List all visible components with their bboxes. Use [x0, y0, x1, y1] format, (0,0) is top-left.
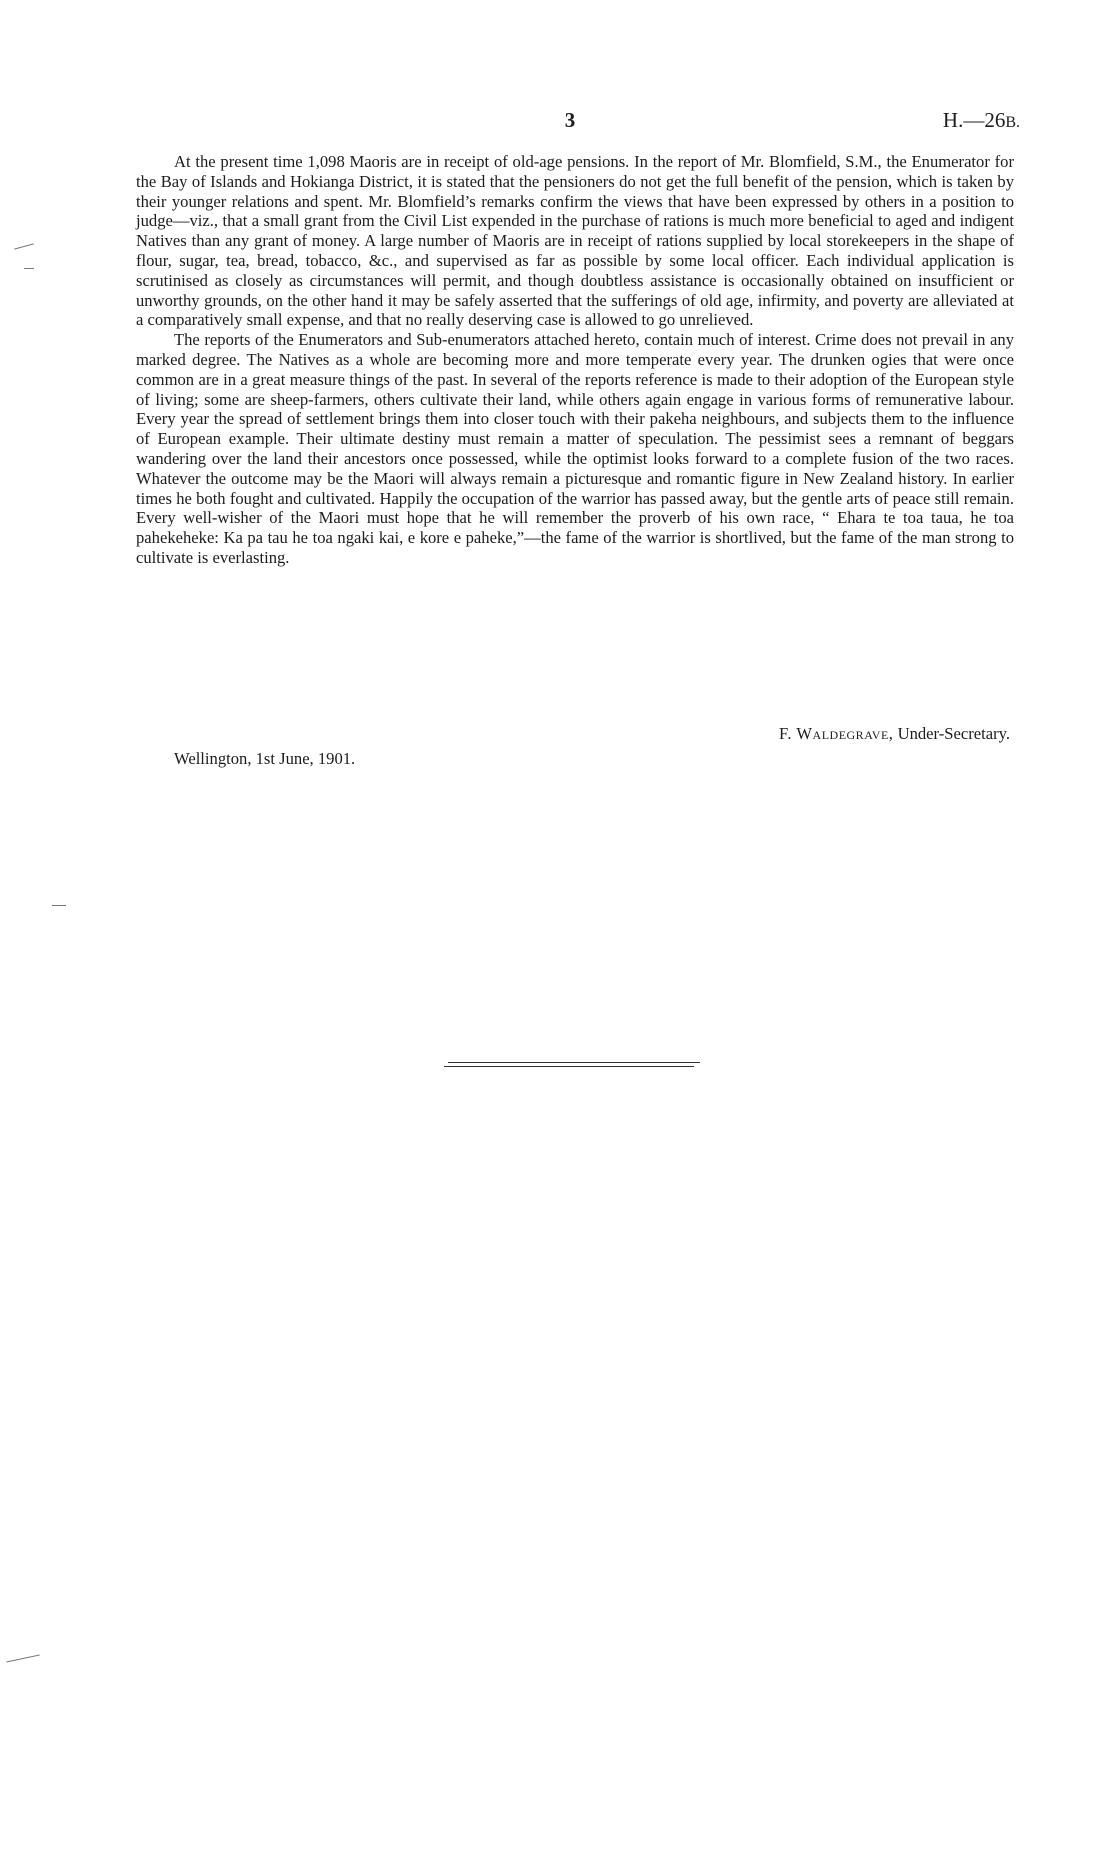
- document-reference-main: H.—26: [942, 108, 1006, 132]
- body-text: [136, 152, 1014, 568]
- signature: [610, 724, 1010, 744]
- closing-rule-bottom: [444, 1066, 694, 1067]
- signatory-title: Under-Secretary.: [897, 724, 1010, 743]
- scan-speck: [24, 268, 34, 269]
- paragraph-pensions: At the present time 1,098 Maoris are in receipt of old-age pensions. In the report of Mr. Blomfield, S.M., the Enumerator for the Bay of Islands and Hokianga District, it is stated that the pensioners do not get the full benefit of the pension, which is taken by their younger relations and spent. Mr. Blomfield’s remarks confirm the views that have been expressed by others in a position to judge—viz., that a small grant from the Civil List expended in the purchase of rations is much more beneficial to aged and indigent Natives than any grant of money. A large number of Maoris are in receipt of rations supplied by local storekeepers in the shape of flour, sugar, tea, bread, tobacco, &c., and supervised as far as possible by some local officer. Each individual application is scrutinised as closely as circumstances will permit, and though doubtless assistance is occasionally obtained on insufficient or unworthy grounds, on the other hand it may be safely asserted that the sufferings of old age, infirmity, and poverty are alleviated at a comparatively small expense, and that no really deserving case is allowed to go unrelieved.: [136, 152, 1014, 330]
- closing-rule-top: [448, 1062, 700, 1063]
- document-reference: [880, 108, 1020, 133]
- dateline: Wellington, 1st June, 1901.: [174, 749, 356, 768]
- signatory-name: F. Waldegrave,: [778, 724, 894, 743]
- scan-speck: [52, 905, 66, 906]
- paragraph-reports: The reports of the Enumerators and Sub-enumerators attached hereto, contain much of interest. Crime does not prevail in any marked degree. The Natives as a whole are becoming more and more temperate every year. The drunken ogies that were once common are in a great measure things of the past. In several of the reports reference is made to their adoption of the European style of living; some are sheep-farmers, others cultivate their land, while others again engage in various forms of remunerative labour. Every year the spread of settlement brings them into closer touch with their pakeha neighbours, and subjects them to the influence of European example. Their ultimate destiny must remain a matter of speculation. The pessimist sees a remnant of beggars wandering over the land their ancestors once possessed, while the optimist looks forward to a complete fusion of the two races. Whatever the outcome may be the Maori will always remain a picturesque and romantic figure in New Zealand history. In earlier times he both fought and cultivated. Happily the occupation of the warrior has passed away, but the gentle arts of peace still remain. Every well-wisher of the Maori must hope that he will remember the proverb of his own race, “ Ehara te toa taua, he toa pahekeheke: Ka pa tau he toa ngaki kai, e kore e paheke,”—the fame of the warrior is shortlived, but the fame of the man strong to cultivate is everlasting.: [136, 330, 1014, 567]
- document-reference-suffix: B.: [1005, 114, 1020, 131]
- page-number: 3: [564, 108, 576, 132]
- scan-speck: [14, 243, 34, 249]
- scan-speck: [6, 1654, 39, 1662]
